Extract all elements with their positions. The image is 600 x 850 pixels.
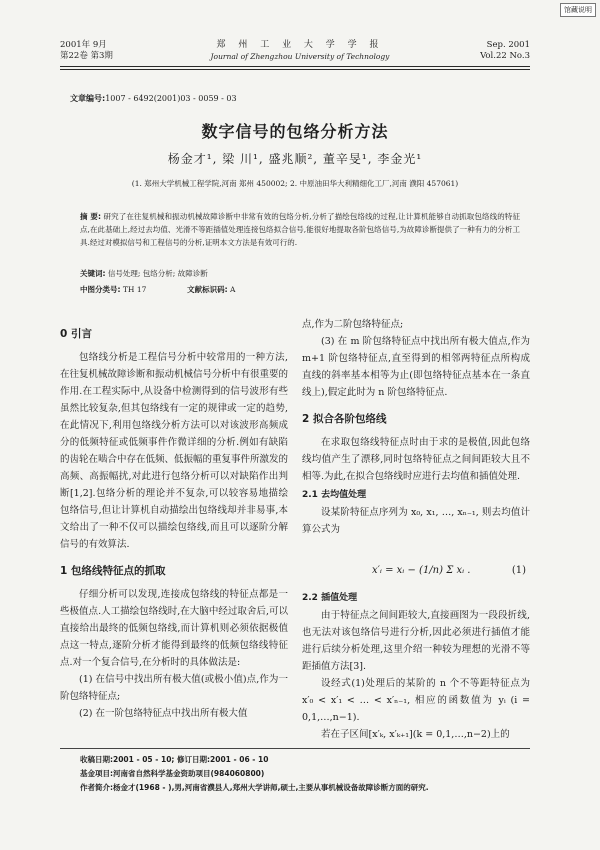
keywords-label: 关键词: [80,269,106,278]
abstract-text: 研究了在往复机械和振动机械故障诊断中非常有效的包络分析,分析了描绘包络线的过程,让计算机能够自动抓取包络线的特征点,在此基础上,经过去均值、光滑不等距插值处理连接包络拟合信号,能很好地提取各阶包络信号,为故障诊断提供了一种有力的分析工具.经过对模拟信号和工程信号的分析,证明本文方法是有效可行的. [80,212,520,247]
subsection-2-1-title: 2.1 去均值处理 [302,490,367,500]
header-rule [60,66,530,67]
equation-1-number: (1) [511,565,526,576]
section-0-paragraph: 包络线分析是工程信号分析中较常用的一种方法,在往复机械故障诊断和振动机械信号分析中有很重要的作用.在工程实际中,从设备中检测得到的信号波形有些虽然比较复杂,但其包络线有一定的规律或一定的趋势,在此情况下,利用包络线分析方法可以对该波形高频成分的低频特征或低频事件作微详细的分析.例如有缺陷的齿轮在啮合中存在低频、低振幅的重复事件所激发的高频、高振幅扰,对此进行包络分析可以对缺陷作出判断[1,2].包络分析的理论并不复杂,可以较容易地描绘包络信号,但让计算机自动描绘出包络线却并非易事,本文给出了一种不仅可以描绘包络线,而且可以逐阶分解信号的有效算法. [60,352,289,550]
footnote-fund [80,768,530,780]
section-1-title: 1 包络线特征点的抓取 [60,565,166,577]
footnote-author [80,782,530,794]
article-number-label: 文章编号: [70,94,106,103]
keywords-text: 信号处理; 包络分析; 故障诊断 [107,269,208,278]
footnote-received [80,754,530,766]
journal-date-volume-en [480,40,530,62]
section-0-title: 0 引言 [60,328,92,340]
right-column-lower [302,590,530,743]
clc-label: 中图分类号: [80,285,121,294]
paper-title: 数字信号的包络分析方法 [201,122,389,141]
clc-value: TH 17 [122,285,147,294]
section-2-paragraph: 在求取包络线特征点时由于求的是极值,因此包络线均值产生了漂移,同时包络特征点之间间距较大且不相等.为此,在拟合包络线时应进行去均值和插值处理. [302,437,530,482]
section-2-title: 2 拟合各阶包络线 [302,413,387,425]
doc-code-label: 文献标识码: [187,285,228,294]
footnote-received-text: 收稿日期:2001 - 05 - 10; 修订日期:2001 - 06 - 10 [80,755,269,764]
section-1-step-2: (2) 在一阶包络特征点中找出所有极大值 [79,708,248,719]
abstract-label: 摘 要: [80,212,101,221]
subsection-2-2-paragraph: 由于特征点之间间距较大,直接画图为一段段折线,也无法对该包络信号进行分析,因此必须进行插值才能进行后续分析处理,这里介绍一种较为理想的光滑不等距插值方法[3]. [302,610,530,672]
journal-name-en: Journal of Zhengzhou University of Technology [210,52,390,61]
subsection-2-2-paragraph-3: 若在子区间[x′ₖ, x′ₖ₊₁](k = 0,1,…,n−2)上的 [321,729,510,740]
keywords [80,268,520,279]
abstract [80,210,520,249]
library-stamp: 馆藏说明 [560,3,596,17]
subsection-2-2-paragraph-2: 设经式(1)处理后的某阶的 n 个不等距特征点为 x′₀ < x′₁ < … < x′ₙ₋₁, 相应的函数值为 yᵢ (i = 0,1,…,n−1). [302,678,530,723]
subsection-2-1-paragraph: 设某阶特征点序列为 x₀, x₁, …, xₙ₋₁, 则去均值计算公式为 [302,507,530,535]
footnote-fund-text: 基金项目:河南省自然科学基金资助项目(984060800) [80,769,265,778]
article-number [70,93,237,104]
section-1-paragraph: 仔细分析可以发现,连接成包络线的特征点都是一些极值点.人工描绘包络线时,在大脑中经过取舍后,可以直接给出最终的低频包络线,而计算机则必须依据极值点这一特点,逐阶分析才能得到最终的低频包络线特征点.对一个复合信号,在分析时的具体做法是: [60,589,288,668]
author-list: 杨金才¹, 梁 川¹, 盛兆顺², 董辛旻¹, 李金光¹ [167,152,423,166]
header-rule-thin [60,69,530,70]
affiliations: (1. 郑州大学机械工程学院,河南 郑州 450002; 2. 中原油田华大利精细化工厂,河南 濮阳 457061) [131,179,459,188]
right-column [302,316,530,538]
header-volume-en: Vol.22 No.3 [480,51,530,61]
subsection-2-2-title: 2.2 插值处理 [302,593,358,603]
footnote-rule [60,748,530,749]
header-volume: 第22卷 第3期 [60,51,113,61]
article-number-value: 1007 - 6492(2001)03 - 0059 - 03 [105,94,237,103]
header-date: 2001年 9月 [60,40,107,50]
equation-1-body: x′ᵢ = xᵢ − (1/n) Σ xᵢ . [372,565,471,576]
section-1-step-1: (1) 在信号中找出所有极大值(或极小值)点,作为一阶包络特征点; [60,674,288,702]
right-continuation: 点,作为二阶包络特征点; [302,319,404,330]
journal-name [160,40,440,62]
left-column [60,326,288,722]
header-date-en: Sep. 2001 [486,40,530,50]
doc-code-value: A [230,285,236,294]
footnote-author-text: 作者简介:杨金才(1968 - ),男,河南省濮县人,郑州大学讲师,硕士,主要从事机械设备故障诊断方面的研究. [80,783,429,792]
journal-name-cn: 郑 州 工 业 大 学 学 报 [216,40,384,50]
classification-line [80,284,520,295]
section-1-step-3: (3) 在 m 阶包络特征点中找出所有极大值点,作为 m+1 阶包络特征点,直至得到的相邻两特征点所构成直线的斜率基本相等为止(即包络特征点基本在一条直线上),假定此时为 n 阶包络特征点. [302,336,530,398]
journal-date-volume [60,40,113,62]
